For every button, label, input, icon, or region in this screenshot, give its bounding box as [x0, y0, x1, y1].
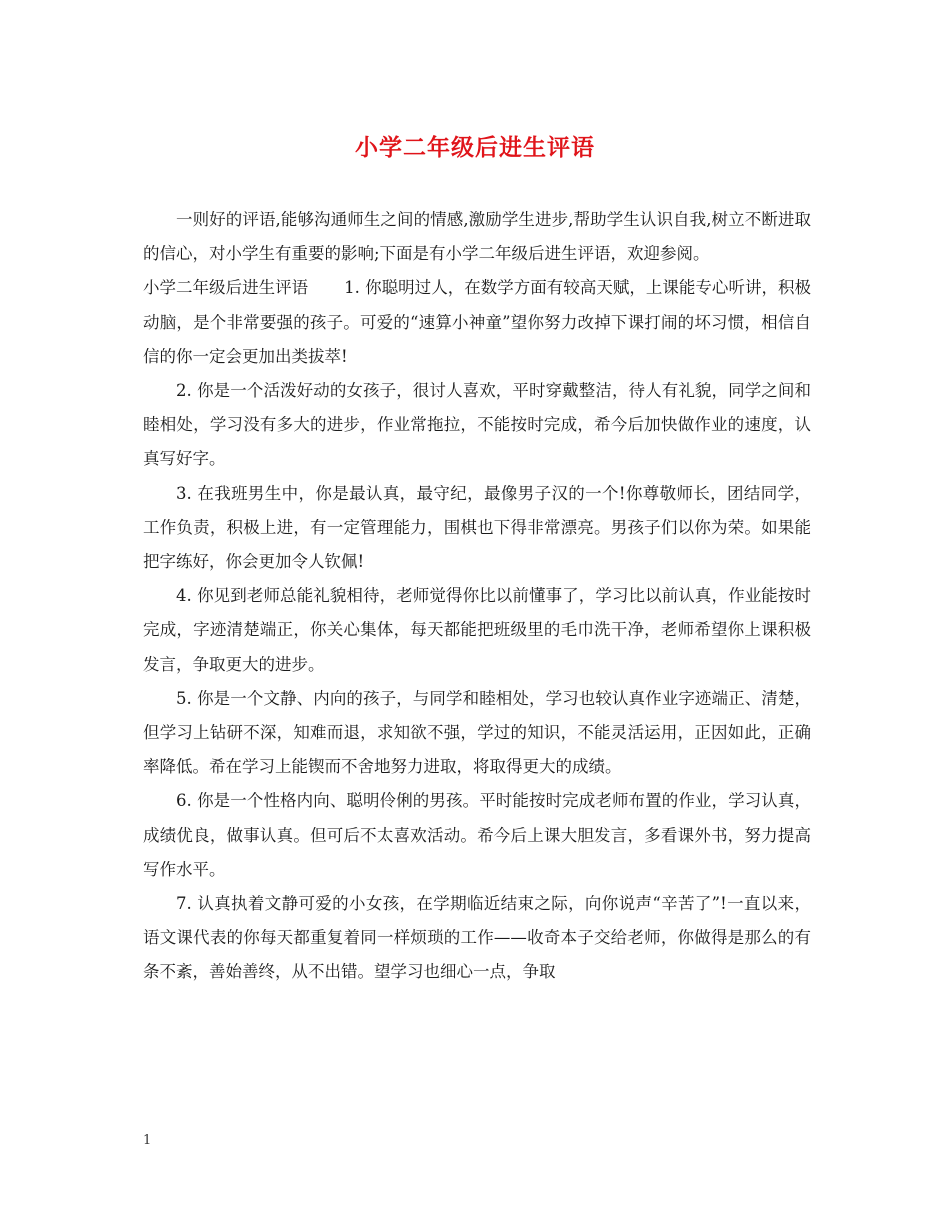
- item-paragraph: 5. 你是一个文静、内向的孩子，与同学和睦相处，学习也较认真作业字迹端正、清楚，但学习上钻研不深，知难而退，求知欲不强，学过的知识，不能灵活运用，正因如此，正确率降低。希在学习上能锲而不舍地努力进取，将取得更大的成绩。: [143, 688, 811, 777]
- document-title: 小学二年级后进生评语: [355, 134, 595, 161]
- item-text: 1. 你聪明过人，在数学方面有较高天赋，上课能专心听讲，积极动脑，是个非常要强的孩子。可爱的“速算小神童”望你努力改掉下课打闹的坏习惯，相信自信的你一定会更加出类拔萃!: [143, 278, 811, 366]
- item-paragraph: 2. 你是一个活泼好动的女孩子，很讨人喜欢，平时穿戴整洁，待人有礼貌，同学之间和睦相处，学习没有多大的进步，作业常拖拉，不能按时完成，希今后加快做作业的速度，认真写好字。: [143, 381, 811, 469]
- item-paragraph: 4. 你见到老师总能礼貌相待，老师觉得你比以前懂事了，学习比以前认真，作业能按时完成，字迹清楚端正，你关心集体，每天都能把班级里的毛巾洗干净，老师希望你上课积极发言，争取更大的进步。: [143, 586, 811, 674]
- page-number: 1: [143, 1133, 152, 1148]
- intro-paragraph: 一则好的评语,能够沟通师生之间的情感,激励学生进步,帮助学生认识自我,树立不断进取的信心，对小学生有重要的影响;下面是有小学二年级后进生评语，欢迎参阅。: [143, 210, 811, 264]
- section-heading: 小学二年级后进生评语: [143, 278, 309, 298]
- document-body: [143, 203, 811, 990]
- item-paragraph: 6. 你是一个性格内向、聪明伶俐的男孩。平时能按时完成老师布置的作业，学习认真，成绩优良，做事认真。但可后不太喜欢活动。希今后上课大胆发言，多看课外书，努力提高写作水平。: [143, 791, 811, 879]
- first-item-paragraph: [143, 271, 811, 374]
- item-paragraph: 7. 认真执着文静可爱的小女孩，在学期临近结束之际，向你说声“辛苦了”!一直以来，语文课代表的你每天都重复着同一样烦琐的工作——收奇本子交给老师，你做得是那么的有条不紊，善始善终，从不出错。望学习也细心一点，争取: [143, 894, 811, 982]
- item-paragraph: 3. 在我班男生中，你是最认真，最守纪，最像男子汉的一个!你尊敬师长，团结同学，工作负责，积极上进，有一定管理能力，围棋也下得非常漂亮。男孩子们以你为荣。如果能把字练好，你会更加令人钦佩!: [143, 483, 811, 572]
